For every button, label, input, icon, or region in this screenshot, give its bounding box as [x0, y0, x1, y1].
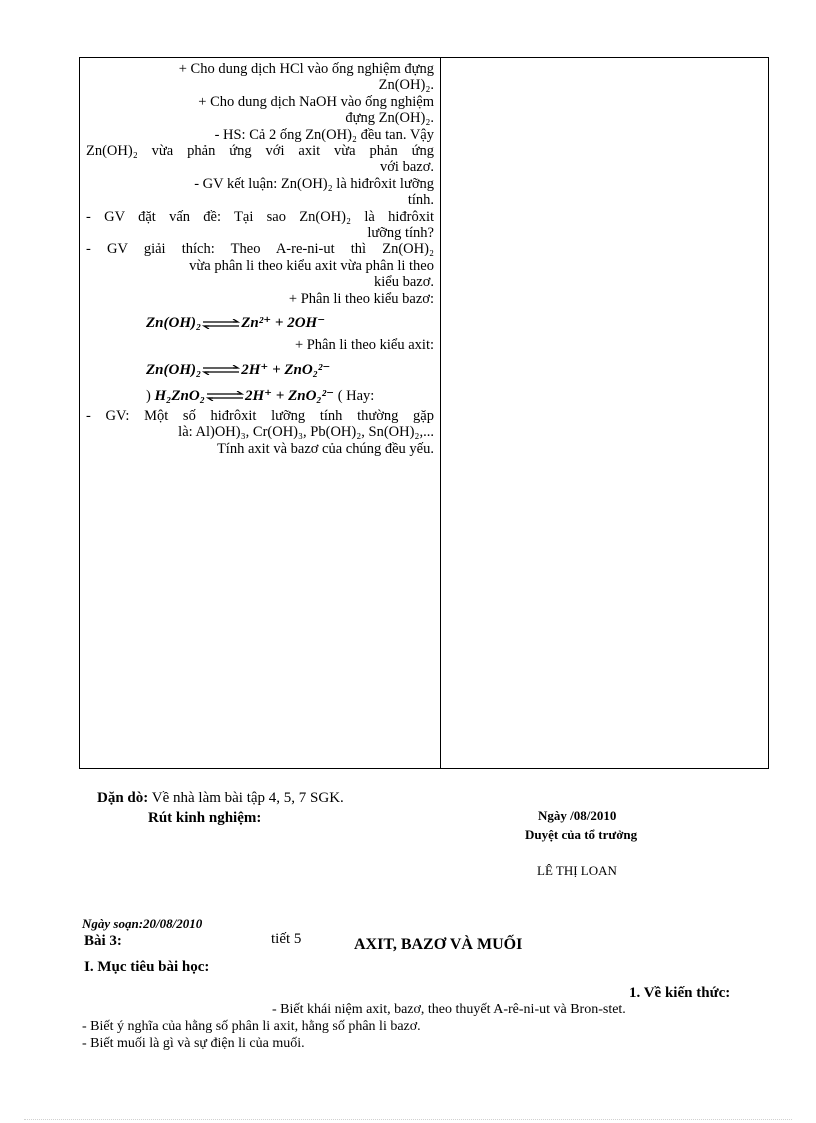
text-line: - HS: Cả 2 ống Zn(OH)₂ đều tan. Vậy	[214, 126, 434, 143]
equation-acid-dissociation	[146, 358, 434, 382]
text-line: Zn(OH)₂ vừa phản ứng với axit vừa phản ứng	[86, 143, 434, 160]
equilibrium-arrow-icon	[202, 319, 240, 329]
equation-base-dissociation	[146, 311, 434, 335]
equation-reactant: Zn(OH)₂	[146, 361, 202, 378]
equation-products: 2H⁺ + ZnO₂²⁻	[244, 387, 335, 404]
text-line: là: Al)OH)₃, Cr(OH)₃, Pb(OH)₂, Sn(OH)₂,...	[178, 424, 434, 441]
text-line: Tính axit và bazơ của chúng đều yếu.	[216, 440, 434, 457]
lesson-period: tiết 5	[271, 931, 302, 947]
knowledge-heading: 1. Về kiến thức:	[629, 985, 731, 1001]
text-line: đựng Zn(OH)₂.	[345, 110, 434, 127]
objective-point: - Biết khái niệm axit, bazơ, theo thuyết A-rê-ni-ut và Bron-stet.	[272, 1002, 626, 1017]
equation-products: Zn²⁺ + 2OH⁻	[241, 315, 326, 332]
text-line: - GV đặt vấn đề: Tại sao Zn(OH)₂ là hiđrôxit	[86, 208, 434, 225]
objectives-heading: I. Mục tiêu bài học:	[84, 959, 210, 975]
text-line: - GV: Một số hiđrôxit lưỡng tính thường gặp	[86, 407, 434, 424]
text-line: - GV kết luận: Zn(OH)₂ là hiđrôxit lưỡng	[194, 175, 434, 192]
text-line: - GV giải thích: Theo A-re-ni-ut thì Zn(OH)₂	[86, 241, 434, 258]
equation-suffix: ( Hay:	[337, 387, 375, 404]
text-line: + Cho dung dịch NaOH vào ống nghiệm	[198, 93, 434, 110]
prep-date: Ngày soạn:20/08/2010	[82, 916, 203, 931]
text-line: kiểu bazơ.	[373, 274, 434, 291]
equation-prefix: )	[146, 387, 151, 404]
homework-label: Dặn dò:	[97, 790, 149, 806]
text-line: + Phân li theo kiểu axit:	[294, 337, 434, 354]
approver-name: LÊ THỊ LOAN	[537, 863, 617, 878]
objective-point: - Biết muối là gì và sự điện li của muối.	[82, 1036, 305, 1051]
equation-reactant: H₂ZnO₂	[154, 387, 205, 404]
approval-date: Ngày /08/2010	[538, 808, 617, 823]
approval-title: Duyệt của tổ trưởng	[525, 827, 638, 842]
text-line: + Phân li theo kiểu bazơ:	[288, 290, 434, 307]
text-line: Zn(OH)₂.	[378, 77, 434, 94]
text-line: tính.	[407, 192, 434, 209]
column-divider	[440, 58, 441, 768]
homework-line	[97, 790, 344, 807]
review-label: Rút kinh nghiệm:	[148, 810, 262, 826]
text-line: lưỡng tính?	[367, 225, 434, 242]
lesson-number: Bài 3:	[84, 933, 122, 949]
text-line: vừa phân li theo kiểu axit vừa phân li theo	[189, 257, 434, 274]
text-line: với bazơ.	[380, 159, 434, 176]
equilibrium-arrow-icon	[202, 365, 240, 375]
equilibrium-arrow-icon	[206, 391, 244, 401]
text-line: + Cho dung dịch HCl vào ống nghiệm đựng	[178, 61, 434, 77]
equation-zincic-acid	[86, 388, 434, 404]
homework-text: Về nhà làm bài tập 4, 5, 7 SGK.	[151, 790, 344, 806]
equation-reactant: Zn(OH)₂	[146, 315, 202, 332]
lesson-title: AXIT, BAZƠ VÀ MUỐI	[354, 936, 523, 953]
equation-products: 2H⁺ + ZnO₂²⁻	[241, 361, 331, 378]
page-edge-dotted-line	[24, 1119, 792, 1120]
teacher-activity-cell	[86, 61, 434, 457]
lesson-table	[79, 57, 769, 769]
objective-point: - Biết ý nghĩa của hằng số phân li axit, hằng số phân li bazơ.	[82, 1019, 421, 1034]
